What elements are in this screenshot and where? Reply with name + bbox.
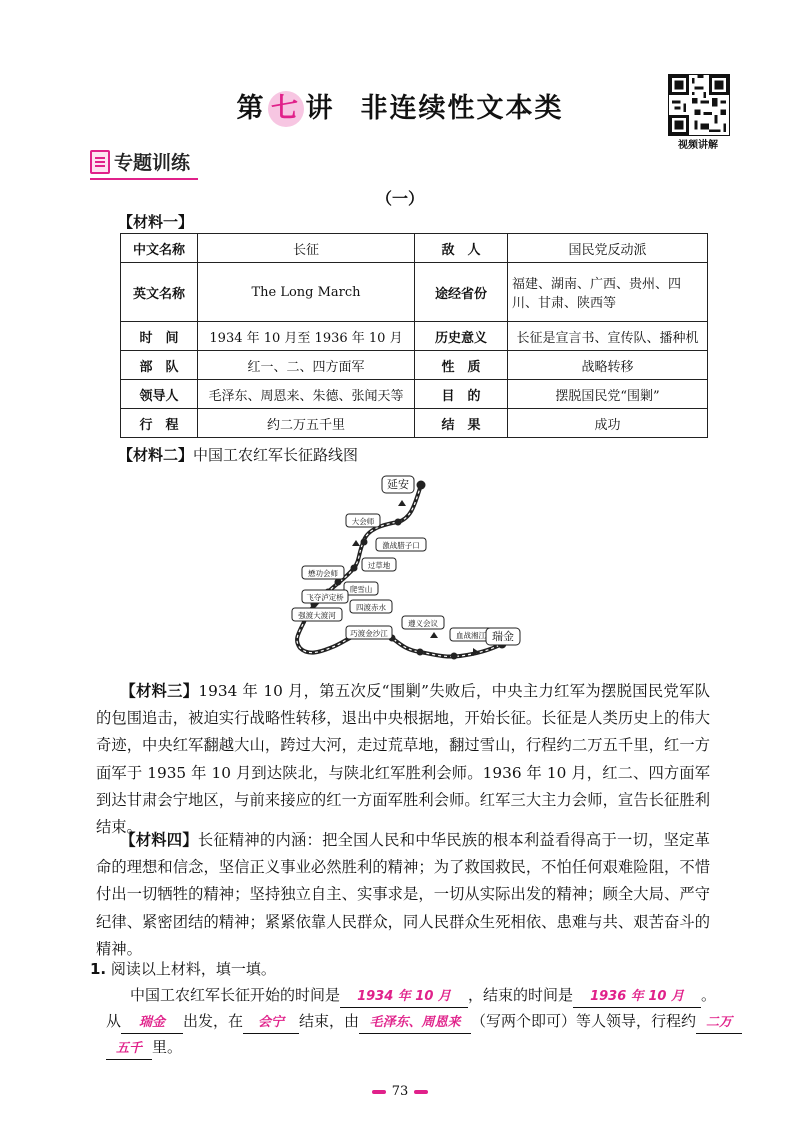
map-label-yanan: 延安 [387,478,409,491]
page-number-bar-right [414,1090,428,1094]
map-label-xiangjiang: 血战湘江 [456,631,486,640]
map-label-dahuishi: 大会师 [351,517,375,526]
qr-label: 视频讲解 [678,140,718,151]
stop-marker [335,579,342,586]
stop-marker [417,649,424,656]
table-value: 长征是宣言书、宣传队、播种机 [508,322,708,351]
stop-marker [395,519,402,526]
table-key: 时 间 [121,322,198,351]
page-number-bar-left [372,1090,386,1094]
map-label-luding: 飞夺泸定桥 [306,593,344,602]
table-value: 红一、二、四方面军 [198,351,415,380]
table-value: 成功 [508,409,708,438]
map-label-xueshan: 爬雪山 [349,585,373,594]
table-key: 途经省份 [415,263,508,322]
route-arrow [430,632,438,638]
answer-blank-leaders[interactable]: 毛泽东、周恩来 [359,1013,471,1034]
material1-label: 【材料一】 [118,213,194,231]
table-value: 国民党反动派 [508,234,708,263]
answer-line-1 [130,984,716,1008]
table-key: 行 程 [121,409,198,438]
table-row [121,263,708,322]
stop-marker [361,539,368,546]
material4-label: 【材料四】 [120,831,198,849]
table-value: 长征 [198,234,415,263]
answer-blank-distance-1[interactable]: 二万 [696,1013,742,1034]
table-row [121,351,708,380]
map-label-ruijin: 瑞金 [492,630,514,643]
question-number: 1. [90,960,107,978]
material3-label: 【材料三】 [120,682,199,700]
answer-blank-start[interactable]: 1934 年 10 月 [340,987,468,1008]
answer-text: 。 [701,986,717,1004]
map-label-dadu: 强渡大渡河 [298,611,336,620]
answer-line-3 [106,1036,182,1060]
table-key: 目 的 [415,380,508,409]
page-number-text: 73 [391,1084,409,1099]
answer-line-2 [106,1010,742,1034]
page-number [0,1084,800,1099]
table-key: 英文名称 [121,263,198,322]
table-key: 历史意义 [415,322,508,351]
answer-text: 中国工农红军长征开始的时间是 [130,986,341,1004]
answer-text: 里。 [152,1038,183,1056]
table-row [121,380,708,409]
answer-text: （写两个即可）等人领导，行程约 [471,1012,697,1030]
answer-text: ，结束的时间是 [468,986,574,1004]
material2-heading [118,444,358,465]
map-label-chishui: 四渡赤水 [356,603,386,612]
title-prefix: 第 [236,93,266,124]
long-march-route-map [280,468,530,673]
table-key: 结 果 [415,409,508,438]
material4-text: 长征精神的内涵：把全国人民和中华民族的根本利益看得高于一切，坚定革命的理想和信念，坚信正义事业必然胜利的精神；为了救国救民，不怕任何艰难险阻，不惜付出一切牺牲的精神；坚持独立自主、实事求是，一切从实际出发的精神；顾全大局、严守纪律、紧密团结的精神；紧紧依靠人民群众，同人民群众生死相依、患难与共、艰苦奋斗的精神。 [96,831,710,958]
part-label: （一） [375,189,424,208]
question-prompt: 阅读以上材料，填一填。 [110,960,276,978]
map-label-zunyi: 遵义会议 [408,619,438,628]
material3-text: 1934 年 10 月，第五次反“围剿”失败后，中央主力红军为摆脱国民党军队的包围追击，被迫实行战略性转移，退出中央根据地，开始长征。长征是人类历史上的伟大奇迹，中央红军翻越大山，跨过大河，走过荒草地，翻过雪山，行程约二万五千里，红一方面军于 1935 年 10 月到达陕北，与陕北红军胜利会师。1936 年 10 月，红二、四方面军到达甘肃会宁地区，与前来接应的红一方面军胜利会师。红军三大主力会师，宣告长征胜利结束。 [96,682,710,837]
table-value: 约二万五千里 [198,409,415,438]
answer-blank-from[interactable]: 瑞金 [121,1013,183,1034]
long-march-info-table [120,233,708,438]
answer-text: 结束，由 [299,1012,360,1030]
table-value: 毛泽东、周恩来、朱德、张闻天等 [198,380,415,409]
material3-paragraph [96,678,710,841]
table-row [121,409,708,438]
answer-blank-end[interactable]: 1936 年 10 月 [573,987,701,1008]
stop-marker [351,565,358,572]
table-value: 战略转移 [508,351,708,380]
notebook-icon [90,150,110,174]
route-arrow [352,540,360,546]
material4-paragraph [96,827,710,963]
table-key: 领导人 [121,380,198,409]
question-1 [90,958,276,979]
map-label-jinsha: 巧渡金沙江 [350,629,388,638]
section-underline [90,178,198,180]
table-key: 敌 人 [415,234,508,263]
title-suffix: 讲 [305,93,335,124]
table-value: 摆脱国民党“围剿” [508,380,708,409]
answer-text: 出发，在 [183,1012,244,1030]
answer-blank-at[interactable]: 会宁 [243,1013,299,1034]
table-value: The Long March [198,263,415,322]
title-main: 非连续性文本类 [360,93,564,124]
table-key: 中文名称 [121,234,198,263]
table-value: 1934 年 10 月至 1936 年 10 月 [198,322,415,351]
qr-code-icon[interactable] [668,74,730,136]
answer-text: 从 [106,1012,122,1030]
stop-marker [451,653,458,660]
table-value: 福建、湖南、广西、贵州、四川、甘肃、陕西等 [508,263,708,322]
table-key: 部 队 [121,351,198,380]
map-label-jizhan: 激战腊子口 [382,541,420,550]
route-arrow [398,500,406,506]
table-key: 性 质 [415,351,508,380]
answer-blank-distance-2[interactable]: 五千 [106,1039,152,1060]
section-heading-text: 专题训练 [114,152,191,174]
material2-label: 【材料二】 [118,446,194,464]
lecture-number: 七 [268,91,304,127]
table-row [121,322,708,351]
table-row [121,234,708,263]
map-label-maogong: 懋功会师 [308,569,338,578]
material2-caption: 中国工农红军长征路线图 [193,446,359,464]
stop-marker [417,481,426,490]
map-label-caodi: 过草地 [367,561,391,570]
